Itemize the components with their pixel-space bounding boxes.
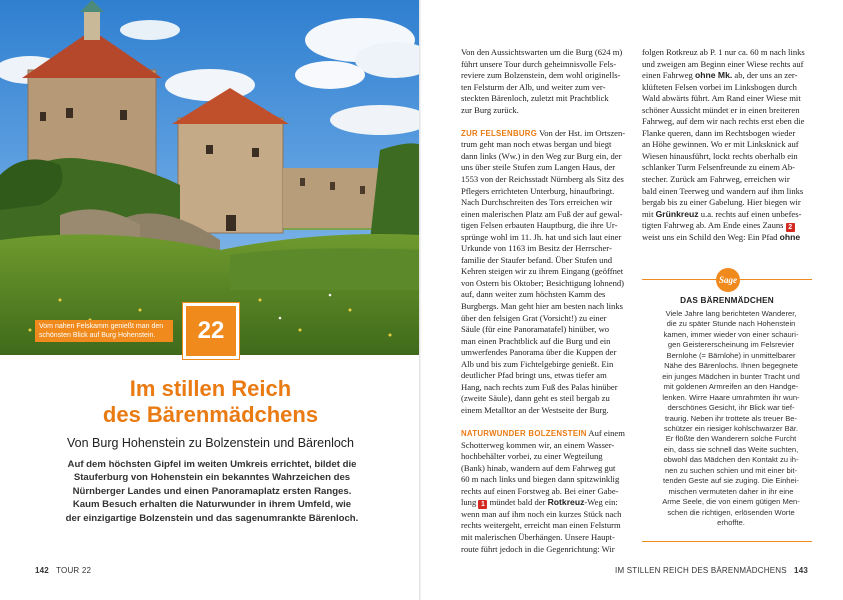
right-page bbox=[423, 0, 843, 600]
chapter-intro bbox=[52, 458, 372, 525]
text-line: Burgbergs. Man geht hier am besten nach links bbox=[461, 301, 623, 312]
text-fragment: ab, der uns an zer- bbox=[734, 70, 798, 81]
text-line: führt unsere Tour durch geheimnisvolle Fels- bbox=[461, 58, 617, 69]
text-fragment: weist uns ein Schild den Weg: Ein Pfad bbox=[642, 231, 778, 242]
sage-bottom-rule bbox=[642, 541, 812, 542]
text-line: schlanker Turm Felsenfreunde zu einem Ab- bbox=[642, 162, 795, 173]
text-line: Arme Seele, die von einem gütigen Men- bbox=[662, 497, 800, 507]
text-line: über den felsigen Grat (Vorsicht!) zu einer bbox=[461, 312, 607, 323]
text-line: sprünge wohl im 11. Jh. hat und sich laut einer bbox=[461, 231, 622, 242]
text-line: tenden Geste auf sie zuging. Die Einhei- bbox=[663, 476, 799, 486]
intro-line: Nürnberger Landes und einen Panoramaplatz ersten Ranges. bbox=[72, 485, 352, 497]
text-line: dann links (Ww.) in den Weg zur Burg ein, der bbox=[461, 150, 622, 161]
text-line: Kehren steigen wir zu ihrem Eingang (geöffnet bbox=[461, 266, 624, 277]
text-line: Auf einem bbox=[588, 428, 625, 439]
text-line: mischen vermuteten daher in ihr eine bbox=[668, 486, 794, 496]
text-line: (Bank) hinab, wandern auf dem Fahrweg gut bbox=[461, 462, 616, 473]
text-line: obwohl das Mädchen den Kontakt zu ih- bbox=[663, 455, 799, 465]
running-footer: TOUR 22 bbox=[56, 566, 92, 575]
intro-line: Stauferburg von Hohenstein ein bekanntes Wahrzeichen des bbox=[73, 472, 351, 484]
text-line: gen Geistererscheinung im Felsrevier bbox=[667, 340, 795, 350]
text-line: Flanke queren, dann im Rechtsbogen wieder bbox=[642, 127, 796, 138]
intro-line: der einzigartige Bolzenstein und das sagenumrankte Bärenloch. bbox=[65, 512, 359, 524]
trail-name: ohne bbox=[779, 231, 801, 242]
trail-name: ohne Mk. bbox=[695, 70, 733, 81]
text-line: schen die richtigen, erlösenden Worte bbox=[667, 507, 795, 517]
text-column-1 bbox=[461, 47, 633, 555]
text-line: lenken. Wirre Haare umrahmten ihr wun- bbox=[662, 392, 800, 402]
text-line: trum geht man noch etwas bergan und biegt bbox=[461, 139, 612, 150]
text-line: die zu später Stunde nach Hohenstein bbox=[666, 319, 796, 329]
text-fragment: tigten Fahrweg ab. Am Ende eines Zauns bbox=[642, 220, 784, 231]
text-line: einen malerischen Platz am Fuß der auf gewal- bbox=[461, 208, 623, 219]
text-line bbox=[642, 70, 814, 82]
text-line: Säule (für eine Panoramatafel) hinüber, wo bbox=[461, 324, 610, 335]
text-fragment: lung bbox=[461, 497, 477, 508]
text-line: Hang, nach rechts zum Fuß des Palas hinüber bbox=[461, 381, 618, 392]
text-fragment: mündet bald der bbox=[489, 497, 546, 508]
waypoint-marker-2: 2 bbox=[786, 223, 795, 232]
text-line bbox=[642, 209, 814, 221]
text-line: umwerfendes Panorama über die Kuppen der bbox=[461, 347, 617, 358]
page-number: 143 bbox=[794, 566, 808, 575]
chapter-subtitle: Von Burg Hohenstein zu Bolzenstein und Bärenloch bbox=[67, 436, 354, 450]
text-line: wenn man auf ihm noch ein kurzes Stück nach bbox=[461, 508, 622, 519]
text-line: einem Metalltor an der Westseite der Burg. bbox=[461, 404, 609, 415]
left-page-footer bbox=[35, 566, 91, 575]
left-page bbox=[0, 0, 421, 600]
text-line: Fahrweg, auf dem wir nach rechts erst eben die bbox=[642, 116, 805, 127]
section-heading-bolzenstein: NATURWUNDER BOLZENSTEIN bbox=[461, 429, 587, 439]
text-line: steckten Bärenloch, zuletzt mit Prachtblick bbox=[461, 93, 609, 104]
tour-number-badge: 22 bbox=[183, 303, 239, 359]
text-line: Schotterweg kommen wir, an einem Wasser- bbox=[461, 439, 615, 450]
text-fragment: u.a. rechts auf einen unbefes- bbox=[700, 208, 802, 219]
text-line: ten Felsturm der Alb, und weiter zum ver- bbox=[461, 81, 606, 92]
text-line: Bernlohe (= Bärnlohe) in unmittelbarer bbox=[666, 350, 796, 360]
text-line: an Höhe gewinnen. Wo er mit Linksknick auf bbox=[642, 139, 799, 150]
text-line: ein, dass sie schnell das Weite suchten, bbox=[663, 444, 799, 454]
text-line: erhoffte. bbox=[717, 518, 745, 528]
text-line: Viele Jahre lang berichteten Wanderer, bbox=[665, 309, 797, 318]
chapter-title-line1: Im stillen Reich bbox=[129, 376, 292, 401]
right-page-footer bbox=[615, 566, 808, 575]
text-line: hochbehälter vorbei, zu einer Wegteilung bbox=[461, 451, 603, 462]
text-line: 60 m nach links und biegen dann spitzwinklig bbox=[461, 474, 620, 485]
photo-caption bbox=[35, 320, 173, 342]
section-heading-felsenburg: ZUR FELSENBURG bbox=[461, 128, 538, 138]
text-line-with-marker bbox=[642, 220, 814, 232]
text-line: Wald abwärts führt. Am Rand einer Wiese mit bbox=[642, 93, 801, 104]
text-line: Pflegers errichteten Unterburg, hinaufbringt. bbox=[461, 185, 615, 196]
trail-name: Grünkreuz bbox=[655, 208, 699, 219]
text-line-with-marker bbox=[461, 497, 633, 509]
text-line: folgen Rotkreuz ab P. 1 nur ca. 60 m nach links bbox=[642, 47, 805, 57]
text-line: Von der Hst. im Ortszen- bbox=[539, 127, 626, 138]
text-line: rechts weitergeht, erreicht man einen Felsturm bbox=[461, 520, 621, 531]
text-line: Er flößte den Wanderern solche Furcht bbox=[665, 434, 797, 444]
text-line: von Ostern bis Oktober; Besichtigung lohnend) bbox=[461, 277, 625, 288]
text-line: bergab bis zu einer Gabelung. Hier biegen wir bbox=[642, 197, 801, 208]
intro-line: Auf dem höchsten Gipfel im weiten Umkreis errichtet, bildet die bbox=[67, 459, 357, 470]
text-line: klüfteten Felsen vorbei im Linksbogen durch bbox=[642, 81, 797, 92]
running-footer: IM STILLEN REICH DES BÄRENMÄDCHENS bbox=[615, 566, 787, 575]
text-line: schützer ein riesiger kohlschwarzer Bär. bbox=[663, 423, 799, 433]
section-start-bolzenstein bbox=[461, 428, 633, 440]
text-column-2 bbox=[642, 47, 814, 243]
text-line: rechts auf einen Forstweg ab. Bei einer Gabe- bbox=[461, 485, 619, 496]
chapter-title-line2: des Bärenmädchens bbox=[102, 402, 319, 427]
text-line: uns über steile Stufen zum Langen Haus, der bbox=[461, 162, 616, 173]
sage-title: DAS BÄRENMÄDCHEN bbox=[680, 296, 774, 305]
text-line: zur Burg zurück. bbox=[461, 104, 519, 115]
text-line: Urkunde von 1163 im Besitz der Herrscher- bbox=[461, 243, 612, 254]
trail-name: Rotkreuz bbox=[547, 497, 585, 508]
text-line bbox=[642, 232, 814, 244]
text-line: Von den Aussichtswarten um die Burg (624 m) bbox=[461, 47, 623, 57]
waypoint-marker-1: 1 bbox=[478, 500, 487, 509]
text-fragment: einen Fahrweg bbox=[642, 70, 693, 81]
text-line: kamen, immer wieder von einer schauri- bbox=[663, 329, 799, 339]
intro-line: Kaum Besuch erhalten die Naturwunder in ihrem Umfeld, wie bbox=[72, 499, 352, 511]
caption-line: Vom nahen Felskamm genießt man den bbox=[39, 323, 164, 330]
text-line: 1553 von der Reichsstadt Nürnberg als Sitz des bbox=[461, 174, 624, 185]
text-line: route führt jedoch in die Gegenrichtung: Wir bbox=[461, 543, 615, 554]
text-line: stecher. Zurück am Fahrweg, erreichen wir bbox=[642, 174, 790, 185]
text-line: schöner Aussicht mündet er in einen breiteren bbox=[642, 104, 800, 115]
text-line: familie der Staufer befand. Über Stufen und bbox=[461, 254, 613, 265]
section-start-felsenburg bbox=[461, 128, 633, 140]
text-line: nen zu suchen schien und mit einer bit- bbox=[664, 465, 798, 475]
text-fragment: -Weg ein: bbox=[584, 497, 618, 508]
text-line: Alb und bis zum Fichtelgebirge genießt. Ein bbox=[461, 358, 614, 369]
text-line: traurig. Neben ihr trottete als treuer Be- bbox=[664, 413, 798, 423]
sage-badge: Sage bbox=[716, 268, 740, 292]
text-line: mit goldenen Armreifen an den Handge- bbox=[663, 382, 799, 392]
text-line: mit malerischen Überhängen. Unsere Haupt- bbox=[461, 531, 615, 542]
text-line: (zweite Säule), dann geht es steil bergab zu bbox=[461, 393, 610, 404]
text-line: ein junges Mädchen in bunter Tracht und bbox=[662, 371, 800, 381]
text-line: derschönes Gesicht, ihr Blick war tief- bbox=[667, 403, 795, 413]
text-line: auf, dann weiter zum höchsten Kamm des bbox=[461, 289, 606, 300]
text-line: reviere zum Bolzenstein, dem wohl originells- bbox=[461, 70, 621, 81]
text-fragment: mit bbox=[642, 208, 654, 219]
text-line: bald einen Teerweg und wandern auf ihm links bbox=[642, 185, 804, 196]
text-line: man einen Prachtblick auf die Burg und ein bbox=[461, 335, 611, 346]
text-line: Wiesen hinausführt, lockt rechts oberhalb ein bbox=[642, 150, 798, 161]
hohenstein-castle-image bbox=[0, 0, 421, 355]
text-line: deutlicher Pfad bringt uns, etwas tiefer am bbox=[461, 370, 607, 381]
text-line: Nach Durchschreiten des Tors erreichen wir bbox=[461, 197, 613, 208]
caption-line: schönsten Blick auf Burg Hohenstein. bbox=[39, 332, 156, 339]
castle-photo bbox=[0, 0, 421, 355]
sage-text bbox=[656, 309, 806, 529]
text-line: und zweigen am Beginn einer Wiese rechts auf bbox=[642, 58, 804, 69]
text-line: tigen Felsen erbauten Hauptburg, die ihre Ur- bbox=[461, 220, 618, 231]
page-number: 142 bbox=[35, 566, 49, 575]
text-line: Nähe des Bärenlochs. Ihnen begegnete bbox=[664, 361, 798, 371]
